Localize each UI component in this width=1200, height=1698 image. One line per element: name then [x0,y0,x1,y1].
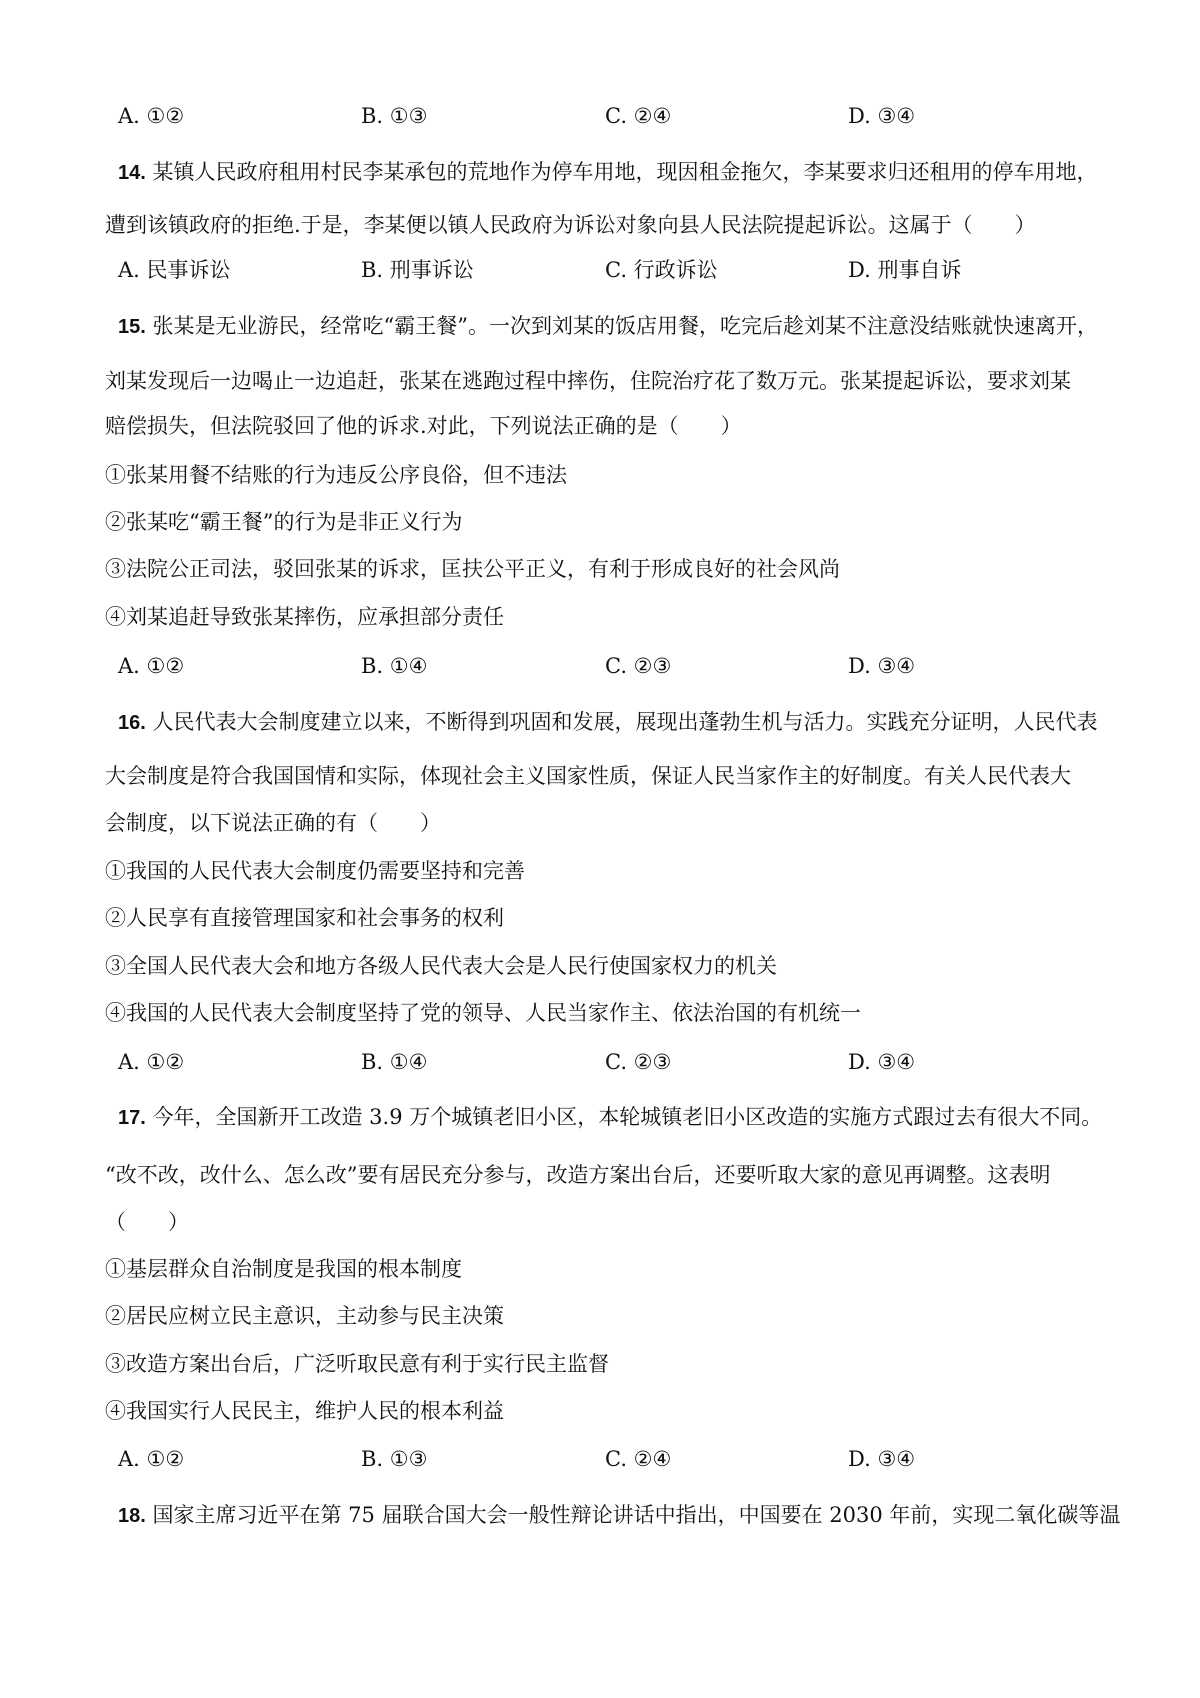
option-a[interactable]: A. ①② [118,104,185,128]
question-text: 国家主席习近平在第 75 届联合国大会一般性辩论讲话中指出，中国要在 2030 年前，实现二氧化碳等温 [152,1503,1121,1527]
question-15-line-2: 刘某发现后一边喝止一边追赶，张某在逃跑过程中摔伤，住院治疗花了数万元。张某提起诉讼，要求刘某 [105,369,1071,393]
option-b[interactable]: B. ①④ [361,1050,428,1074]
question-text: 张某是无业游民，经常吃“霸王餐”。一次到刘某的饭店用餐，吃完后趁刘某不注意没结账就快速离开， [152,314,1098,338]
question-text: 某镇人民政府租用村民李某承包的荒地作为停车用地，现因租金拖欠，李某要求归还租用的停车用地， [152,160,1098,184]
statement-item: ②人民享有直接管理国家和社会事务的权利 [105,906,504,930]
question-14-line-2: 遭到该镇政府的拒绝.于是，李某便以镇人民政府为诉讼对象向县人民法院提起诉讼。这属于（ ） [105,213,1036,237]
option-c[interactable]: C. ②③ [605,654,672,678]
option-c[interactable]: C. 行政诉讼 [605,258,718,282]
option-d[interactable]: D. 刑事自诉 [848,258,962,282]
question-17-line-2: “改不改，改什么、怎么改”要有居民充分参与，改造方案出台后，还要听取大家的意见再调整。这表明 [105,1163,1051,1187]
option-a[interactable]: A. ①② [118,654,185,678]
option-b[interactable]: B. 刑事诉讼 [361,258,474,282]
statement-item: ③法院公正司法，驳回张某的诉求，匡扶公平正义，有利于形成良好的社会风尚 [105,557,840,581]
question-16-options [118,1047,1098,1077]
question-17-line-3: （ ） [105,1210,189,1234]
statement-item: ②张某吃“霸王餐”的行为是非正义行为 [105,510,463,534]
question-15-line-3: 赔偿损失，但法院驳回了他的诉求.对此，下列说法正确的是（ ） [105,414,742,438]
answer-options [118,101,1098,131]
statement-item: ④我国实行人民民主，维护人民的根本利益 [105,1399,504,1423]
statement-item: ①张某用餐不结账的行为违反公序良俗，但不违法 [105,463,567,487]
option-d[interactable]: D. ③④ [848,1050,916,1074]
option-a[interactable]: A. ①② [118,1447,185,1471]
question-number: 17. [118,1107,146,1129]
statement-item: ①我国的人民代表大会制度仍需要坚持和完善 [105,859,525,883]
question-16-line-2: 大会制度是符合我国国情和实际，体现社会主义国家性质，保证人民当家作主的好制度。有关人民代表大 [105,764,1071,788]
question-number: 15. [118,316,146,338]
option-b[interactable]: B. ①③ [361,104,428,128]
question-18-line-1 [118,1500,1121,1531]
option-c[interactable]: C. ②④ [605,104,672,128]
option-c[interactable]: C. ②④ [605,1447,672,1471]
option-a[interactable]: A. 民事诉讼 [118,258,231,282]
statement-item: ①基层群众自治制度是我国的根本制度 [105,1257,462,1281]
question-number: 16. [118,712,146,734]
question-text: 人民代表大会制度建立以来，不断得到巩固和发展，展现出蓬勃生机与活力。实践充分证明，人民代表 [152,710,1098,734]
option-a[interactable]: A. ①② [118,1050,185,1074]
question-text: 今年，全国新开工改造 3.9 万个城镇老旧小区，本轮城镇老旧小区改造的实施方式跟过去有很大不同。 [152,1105,1103,1129]
question-17-options [118,1444,1098,1474]
question-16-line-3: 会制度，以下说法正确的有（ ） [105,811,441,835]
statement-item: ④刘某追赶导致张某摔伤，应承担部分责任 [105,605,504,629]
question-14-line-1 [118,157,1098,188]
option-b[interactable]: B. ①③ [361,1447,428,1471]
question-16-line-1 [118,707,1098,738]
statement-item: ④我国的人民代表大会制度坚持了党的领导、人民当家作主、依法治国的有机统一 [105,1001,861,1025]
question-number: 18. [118,1505,146,1527]
statement-item: ③全国人民代表大会和地方各级人民代表大会是人民行使国家权力的机关 [105,954,777,978]
question-17-line-1 [118,1102,1103,1133]
option-d[interactable]: D. ③④ [848,1447,916,1471]
statement-item: ③改造方案出台后，广泛听取民意有利于实行民主监督 [105,1352,609,1376]
question-number: 14. [118,162,146,184]
statement-item: ②居民应树立民主意识，主动参与民主决策 [105,1304,504,1328]
option-d[interactable]: D. ③④ [848,654,916,678]
option-b[interactable]: B. ①④ [361,654,428,678]
question-15-line-1 [118,311,1098,342]
question-14-options [118,255,1098,285]
option-d[interactable]: D. ③④ [848,104,916,128]
option-c[interactable]: C. ②③ [605,1050,672,1074]
question-15-options [118,651,1098,681]
